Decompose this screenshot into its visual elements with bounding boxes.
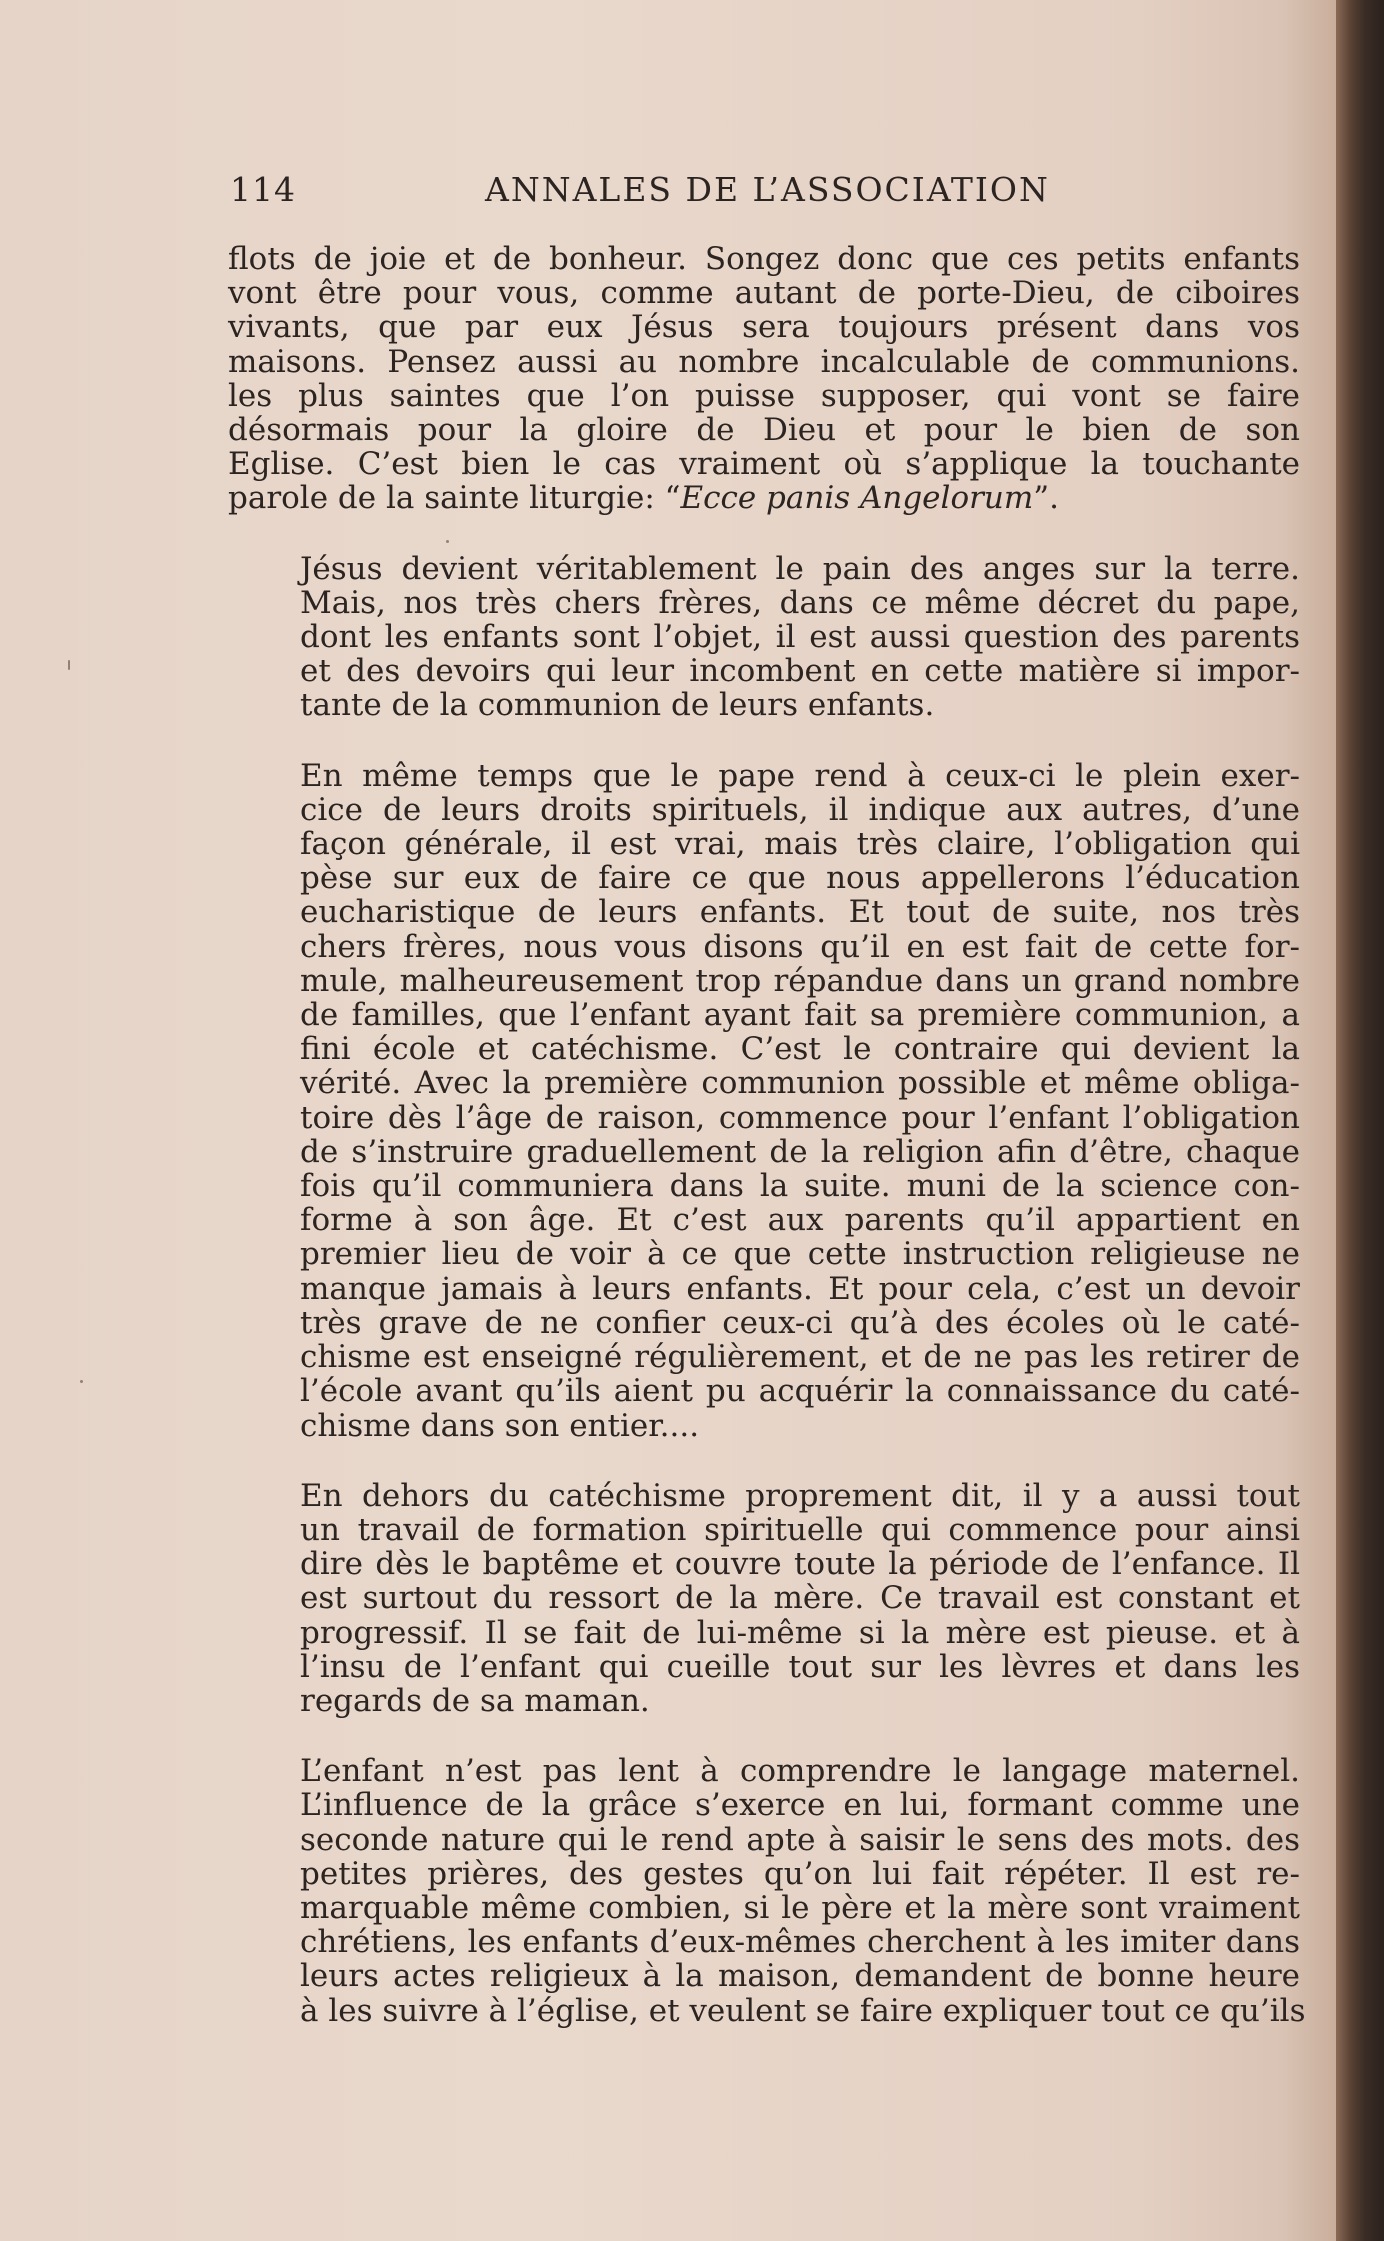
ink-speck [446, 540, 449, 543]
latin-quote: Ecce panis Angelorum [680, 480, 1034, 517]
text-line: Mais, nos très chers frères, dans ce même décret du pape, [300, 584, 1300, 621]
text-line: très grave de ne confier ceux-ci qu’à des écoles où le caté- [300, 1304, 1300, 1341]
text-line: marquable même combien, si le père et la mère sont vraiment [300, 1889, 1300, 1926]
text-line: manque jamais à leurs enfants. Et pour cela, c’est un devoir [300, 1270, 1300, 1307]
text-line: désormais pour la gloire de Dieu et pour le bien de son [228, 412, 1300, 449]
text-line: de s’instruire graduellement de la religion afin d’être, chaque [300, 1133, 1300, 1170]
text-line: vivants, que par eux Jésus sera toujours présent dans vos [228, 309, 1300, 346]
page-edge [1336, 0, 1384, 2241]
text-line: chisme dans son entier.... [300, 1407, 700, 1444]
text-line: L’enfant n’est pas lent à comprendre le langage maternel. [300, 1753, 1300, 1790]
text-fragment: ”. [1033, 480, 1059, 517]
text-line: mule, malheureusement trop répandue dans un grand nombre [300, 962, 1300, 999]
text-line: eucharistique de leurs enfants. Et tout de suite, nos très [300, 894, 1300, 931]
text-line: dont les enfants sont l’objet, il est aussi question des parents [300, 619, 1300, 656]
running-head [230, 170, 1300, 218]
paragraph [228, 1753, 1306, 2029]
text-line: l’insu de l’enfant qui cueille tout sur les lèvres et dans les [300, 1648, 1300, 1685]
text-line: vont être pour vous, comme autant de porte-Dieu, de ciboires [228, 275, 1300, 312]
text-line: toire dès l’âge de raison, commence pour l’enfant l’obligation [300, 1099, 1300, 1136]
text-line: En même temps que le pape rend à ceux-ci le plein exer- [300, 757, 1300, 794]
paragraph [228, 1479, 1300, 1718]
text-line: tante de la communion de leurs enfants. [300, 687, 935, 724]
text-line: premier lieu de voir à ce que cette instruction religieuse ne [300, 1236, 1300, 1273]
text-line: Eglise. C’est bien le cas vraiment où s’applique la touchante [228, 446, 1300, 483]
ink-speck [80, 1380, 83, 1383]
text-line: à les suivre à l’église, et veulent se faire expliquer tout ce qu’ils [300, 1992, 1306, 2029]
paragraph [228, 242, 1300, 516]
text-line: maisons. Pensez aussi au nombre incalculable de communions. [228, 343, 1300, 380]
text-line: regards de sa maman. [300, 1682, 650, 1719]
text-line: chisme est enseigné régulièrement, et de ne pas les retirer de [300, 1339, 1300, 1376]
text-line: flots de joie et de bonheur. Songez donc que ces petits enfants [228, 241, 1300, 277]
running-title: ANNALES DE L’ASSOCIATION [485, 170, 1050, 209]
text-line: un travail de formation spirituelle qui commence pour ainsi [300, 1511, 1300, 1548]
text-line: pèse sur eux de faire ce que nous appellerons l’éducation [300, 860, 1300, 897]
text-line: leurs actes religieux à la maison, demandent de bonne heure [300, 1958, 1300, 1995]
text-line: chrétiens, les enfants d’eux-mêmes cherchent à les imiter dans [300, 1924, 1300, 1961]
text-line: L’influence de la grâce s’exerce en lui, formant comme une [300, 1787, 1300, 1824]
text-line: cice de leurs droits spirituels, il indique aux autres, d’une [300, 791, 1300, 828]
text-line: chers frères, nous vous disons qu’il en est fait de cette for- [300, 928, 1300, 965]
text-line: les plus saintes que l’on puisse supposer, qui vont se faire [228, 377, 1300, 414]
ink-speck [68, 660, 70, 670]
text-line [228, 481, 1300, 515]
text-line: de familles, que l’enfant ayant fait sa première communion, a [300, 997, 1300, 1034]
text-line: dire dès le baptême et couvre toute la période de l’enfance. Il [300, 1546, 1300, 1583]
text-line: progressif. Il se fait de lui-même si la mère est pieuse. et à [300, 1614, 1300, 1651]
text-line: En dehors du catéchisme proprement dit, il y a aussi tout [300, 1477, 1300, 1514]
text-fragment: parole de la sainte liturgie: “ [228, 480, 681, 517]
text-line: l’école avant qu’ils aient pu acquérir la connaissance du caté- [300, 1373, 1300, 1410]
text-line: fois qu’il communiera dans la suite. muni de la science con- [300, 1168, 1300, 1205]
text-line: vérité. Avec la première communion possible et même obliga- [300, 1065, 1300, 1102]
body-text [228, 241, 1306, 2029]
text-line: petites prières, des gestes qu’on lui fait répéter. Il est re- [300, 1855, 1300, 1892]
paragraph [228, 552, 1300, 723]
paragraph [228, 759, 1300, 1443]
text-line: fini école et catéchisme. C’est le contraire qui devient la [300, 1031, 1300, 1068]
text-line: et des devoirs qui leur incombent en cette matière si impor- [300, 653, 1300, 690]
page-number: 114 [230, 170, 296, 209]
text-line: seconde nature qui le rend apte à saisir le sens des mots. des [300, 1821, 1300, 1858]
text-line: est surtout du ressort de la mère. Ce travail est constant et [300, 1580, 1300, 1617]
text-line: forme à son âge. Et c’est aux parents qu’il appartient en [300, 1202, 1300, 1239]
text-line: façon générale, il est vrai, mais très claire, l’obligation qui [300, 826, 1300, 863]
text-line: Jésus devient véritablement le pain des anges sur la terre. [300, 550, 1300, 587]
